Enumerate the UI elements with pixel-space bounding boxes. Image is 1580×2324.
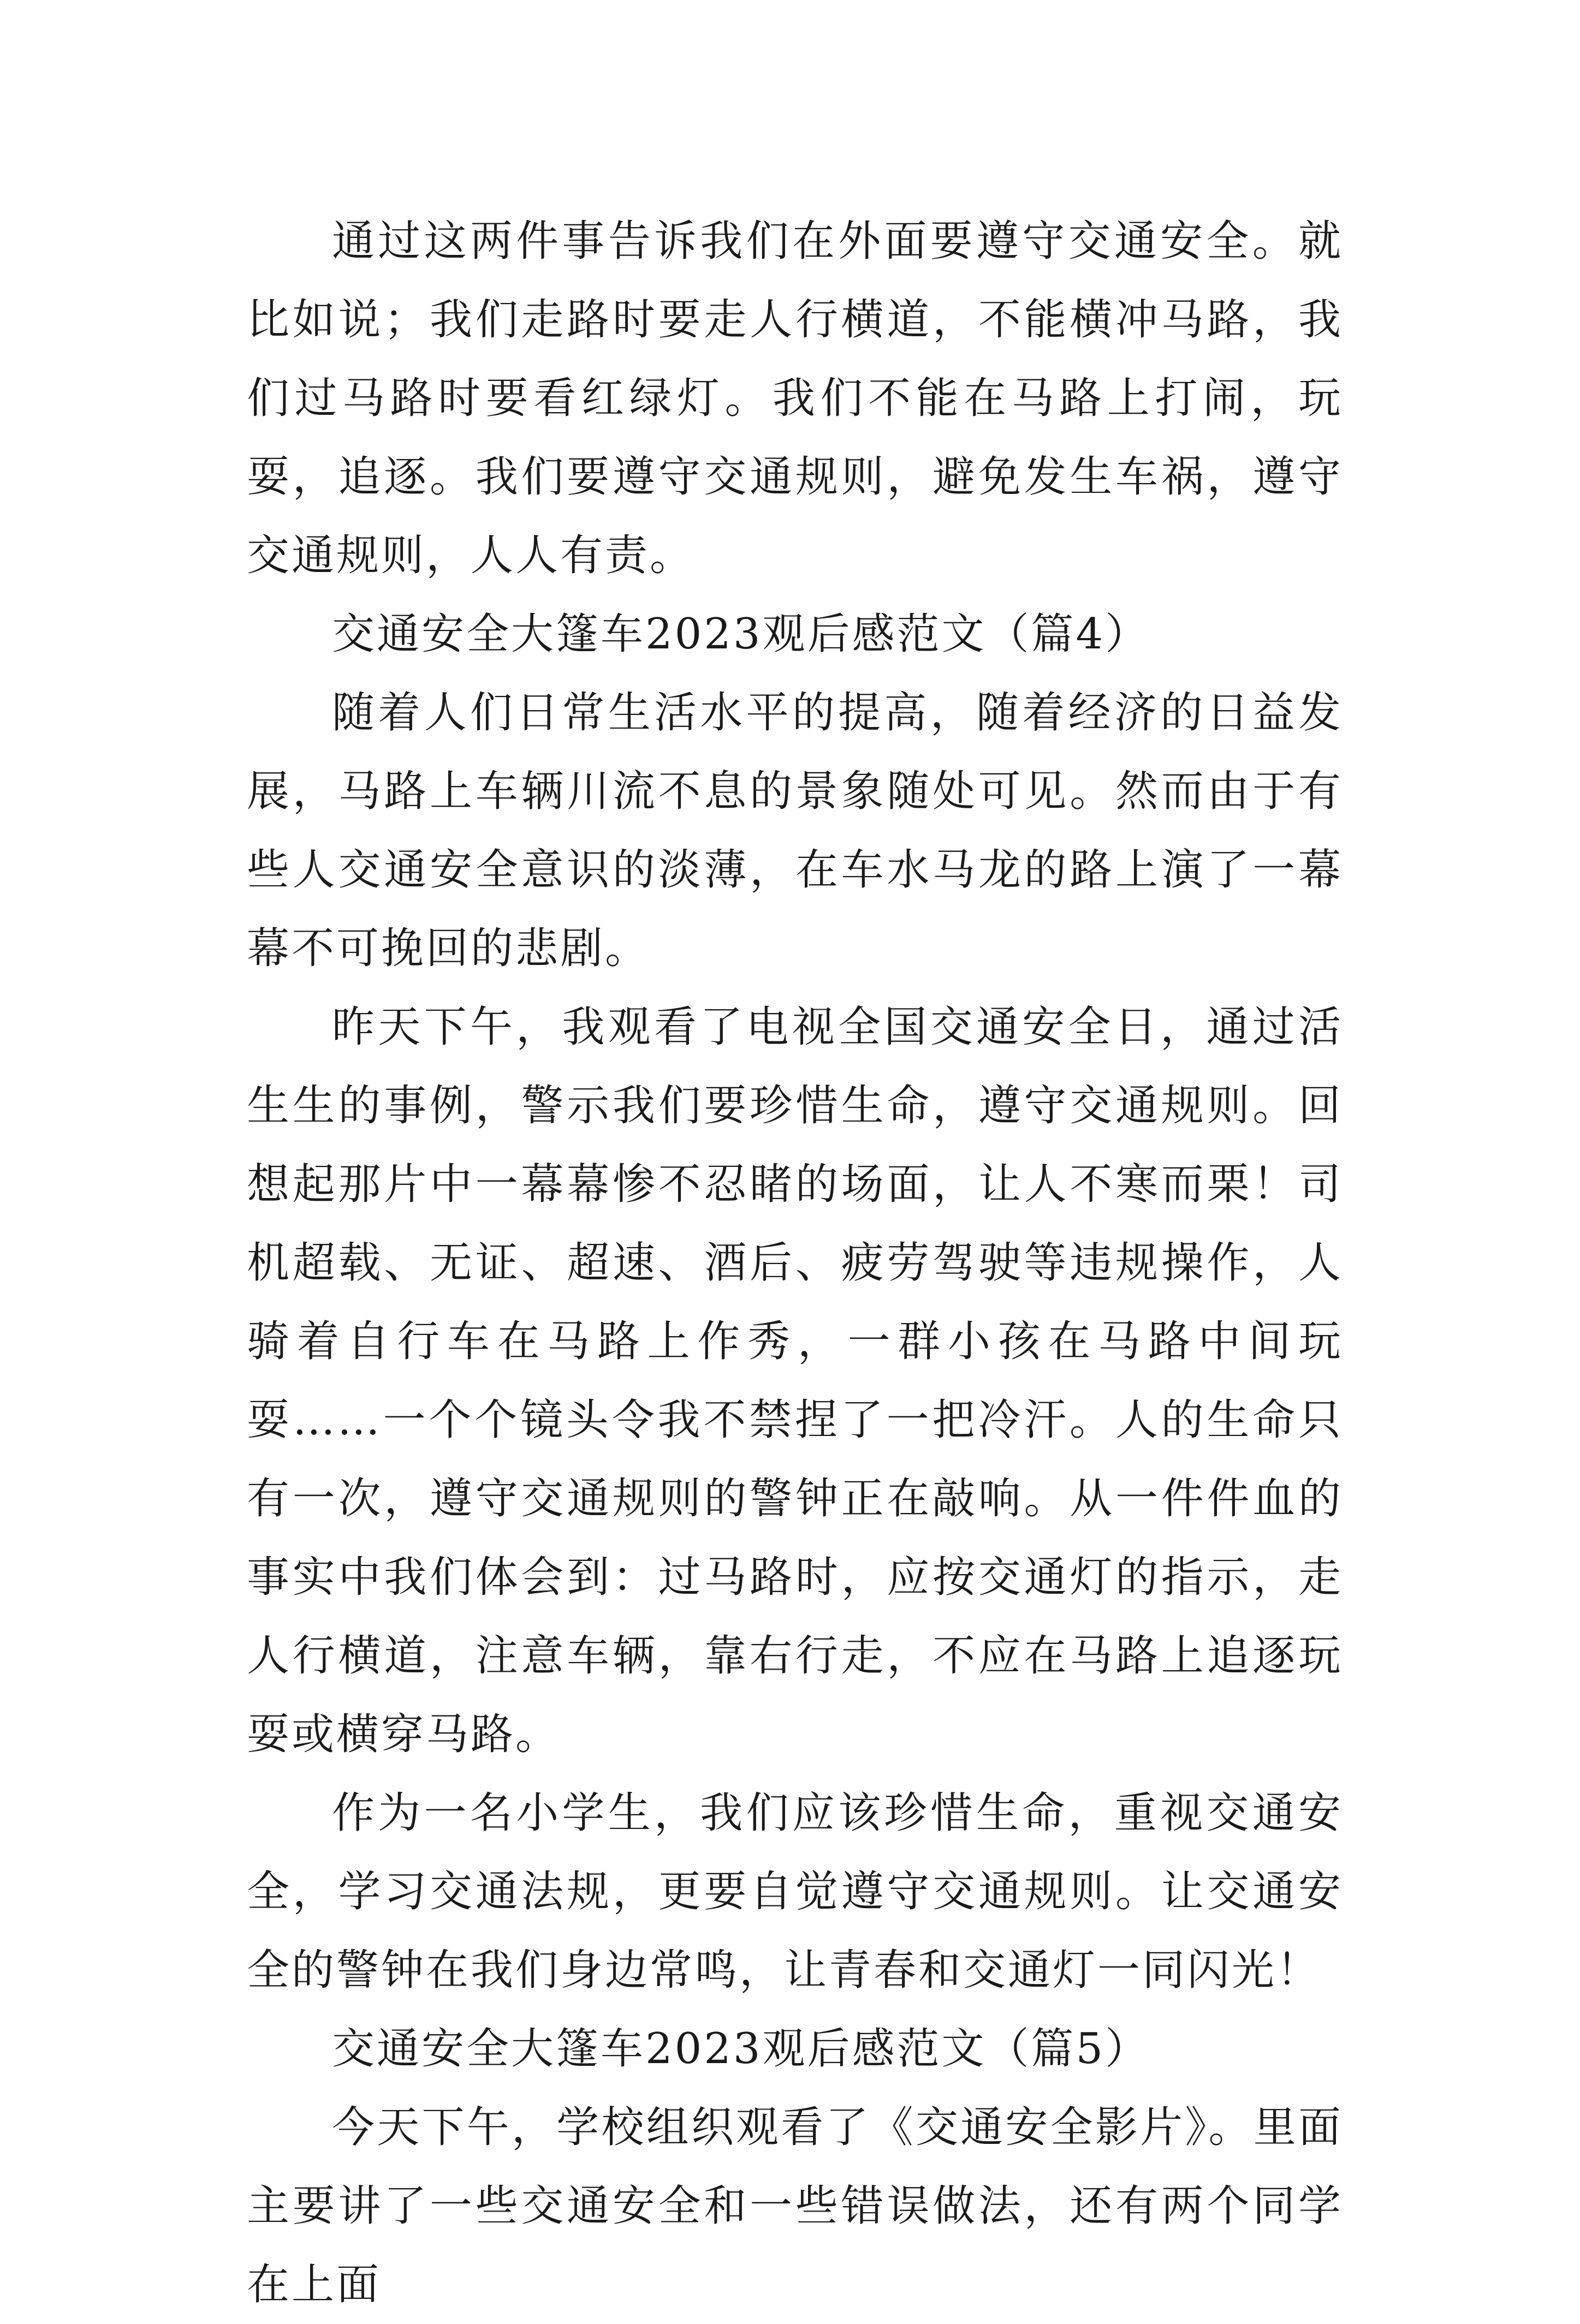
paragraph-intro-5: 今天下午，学校组织观看了《交通安全影片》。里面主要讲了一些交通安全和一些错误做法，还有两个同学在上面 — [247, 2103, 1343, 2309]
section-heading-5: 交通安全大篷车2023观后感范文（篇5） — [332, 2024, 1150, 2073]
paragraph-student: 作为一名小学生，我们应该珍惜生命，重视交通安全，学习交通法规，更要自觉遵守交通规则。让交通安全的警钟在我们身边常鸣，让青春和交通灯一同闪光！ — [247, 1789, 1343, 1995]
section-heading-4: 交通安全大篷车2023观后感范文（篇4） — [332, 610, 1150, 659]
paragraph-conclusion: 通过这两件事告诉我们在外面要遵守交通安全。就比如说；我们走路时要走人行横道，不能横冲马路，我们过马路时要看红绿灯。我们不能在马路上打闹，玩耍，追逐。我们要遵守交通规则，避免发生车祸，遵守交通规则，人人有责。 — [247, 217, 1343, 580]
paragraph-yesterday: 昨天下午，我观看了电视全国交通安全日，通过活生生的事例，警示我们要珍惜生命，遵守交通规则。回想起那片中一幕幕惨不忍睹的场面，让人不寒而栗！司机超载、无证、超速、酒后、疲劳驾驶等违规操作，人骑着自行车在马路上作秀，一群小孩在马路中间玩耍……一个个镜头令我不禁捏了一把冷汗。人的生命只有一次，遵守交通规则的警钟正在敲响。从一件件血的事实中我们体会到：过马路时，应按交通灯的指示，走人行横道，注意车辆，靠右行走，不应在马路上追逐玩耍或横穿马路。 — [247, 1003, 1343, 1759]
paragraph-intro-4: 随着人们日常生活水平的提高，随着经济的日益发展，马路上车辆川流不息的景象随处可见。然而由于有些人交通安全意识的淡薄，在车水马龙的路上演了一幕幕不可挽回的悲剧。 — [247, 688, 1343, 973]
document-body — [247, 202, 1343, 2324]
